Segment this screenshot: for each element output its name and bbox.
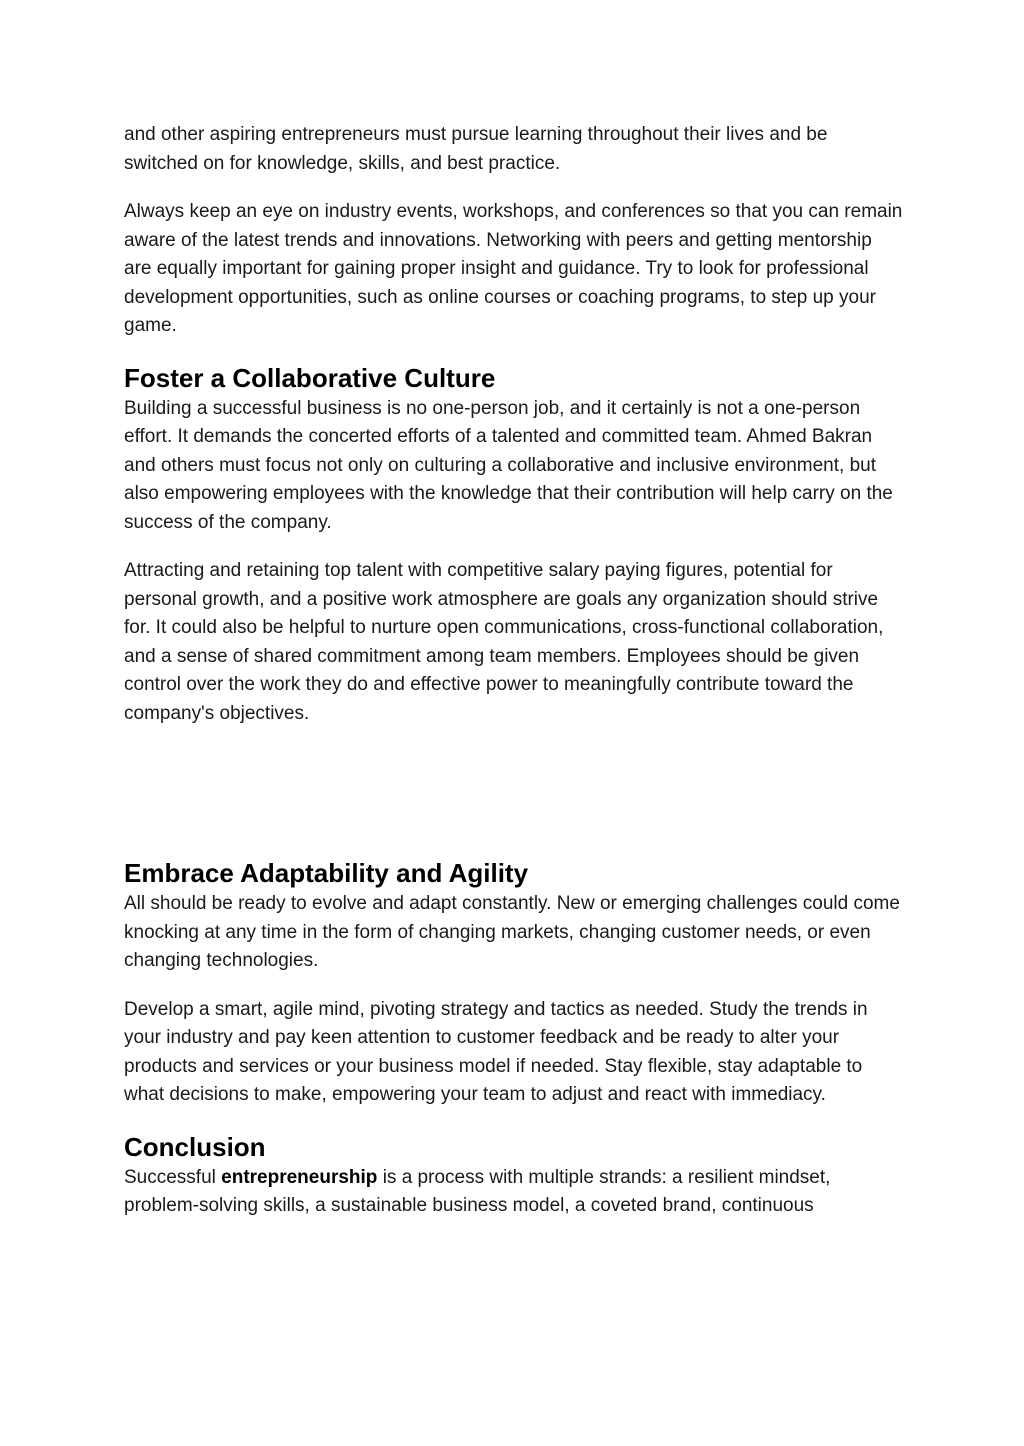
conclusion-text-before: Successful: [124, 1166, 222, 1188]
heading-foster-collaborative-culture: Foster a Collaborative Culture: [124, 362, 496, 393]
adaptability-paragraph-1: All should be ready to evolve and adapt constantly. New or emerging challenges could come knocking at any time in the form of changing markets, changing customer needs, or even changing technologies.: [124, 893, 900, 971]
adaptability-paragraph-2: Develop a smart, agile mind, pivoting strategy and tactics as needed. Study the trends in your industry and pay keen attention to customer feedback and be ready to alter your products and services or your business model if needed. Stay flexible, stay adaptable to what decisions to make, empowering your team to adjust and react with immediacy.: [124, 998, 868, 1105]
conclusion-text-after: is a process with multiple strands: a resilient mindset, problem-solving skills, a sustainable business model, a coveted brand, continuous: [124, 1166, 831, 1216]
collaborative-paragraph-1: Building a successful business is no one-person job, and it certainly is not a one-person effort. It demands the concerted efforts of a talented and committed team. Ahmed Bakran and others must focus not only on culturing a collaborative and inclusive environment, but also empowering employees with the knowledge that their contribution will help carry on the success of the company.: [124, 397, 893, 533]
collaborative-paragraph-2: Attracting and retaining top talent with competitive salary paying figures, potential for personal growth, and a positive work atmosphere are goals any organization should strive for. It could also be helpful to nurture open communications, cross-functional collaboration, and a sense of shared commitment among team members. Employees should be given control over the work they do and effective power to meaningfully contribute toward the company's objectives.: [124, 560, 884, 724]
intro-paragraph-2: Always keep an eye on industry events, workshops, and conferences so that you can remain aware of the latest trends and innovations. Networking with peers and getting mentorship are equally important for gaining proper insight and guidance. Try to look for professional development opportunities, such as online courses or coaching programs, to step up your game.: [124, 201, 903, 336]
document-page: [124, 121, 904, 1241]
conclusion-bold-term: entrepreneurship: [221, 1166, 378, 1188]
conclusion-paragraph: [124, 1164, 904, 1221]
intro-paragraph-1: and other aspiring entrepreneurs must pursue learning throughout their lives and be switched on for knowledge, skills, and best practice.: [124, 124, 828, 174]
blank-spacer: [124, 748, 904, 856]
heading-conclusion: Conclusion: [124, 1131, 266, 1162]
heading-embrace-adaptability: Embrace Adaptability and Agility: [124, 858, 529, 888]
